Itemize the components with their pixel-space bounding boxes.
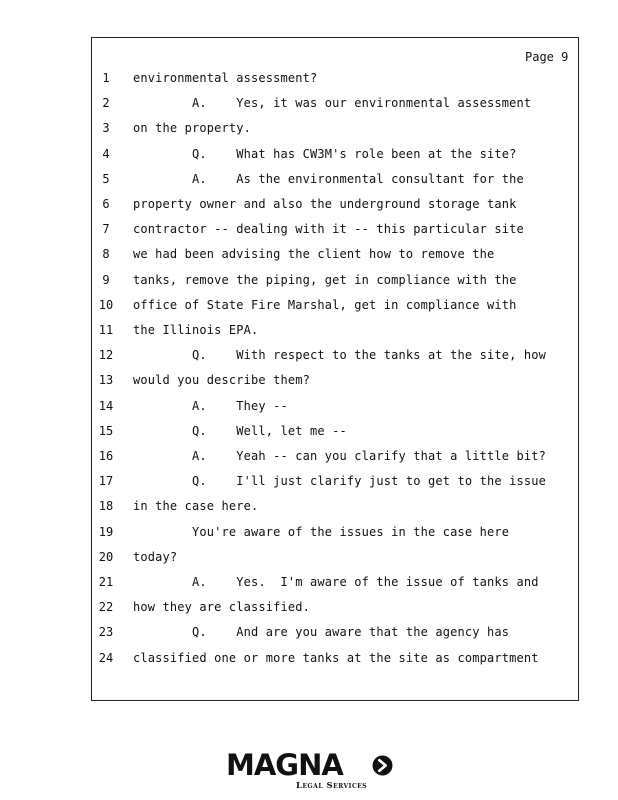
transcript-line (0, 525, 618, 545)
line-text: A. As the environmental consultant for the (133, 171, 524, 186)
line-number: 12 (98, 348, 114, 363)
line-text: contractor -- dealing with it -- this particular site (133, 222, 524, 237)
transcript-line (0, 121, 618, 141)
line-number: 11 (98, 323, 114, 337)
line-number: 19 (98, 524, 114, 539)
line-text: environmental assessment? (133, 71, 318, 85)
line-number: 2 (102, 96, 110, 111)
line-number: 10 (98, 297, 114, 312)
line-text: tanks, remove the piping, get in compliance with the (133, 272, 517, 287)
line-text: today? (133, 549, 178, 564)
page-number: Page 9 (525, 50, 569, 64)
line-number: 14 (98, 398, 114, 413)
transcript-line (0, 197, 618, 217)
line-text: Q. Well, let me -- (133, 423, 347, 438)
line-text: Q. With respect to the tanks at the site, how (133, 348, 546, 363)
line-number: 22 (98, 600, 114, 615)
transcript-line (0, 399, 618, 419)
transcript-line (0, 600, 618, 620)
line-number: 7 (102, 222, 110, 237)
line-text: A. Yes, it was our environmental assessment (133, 96, 532, 111)
line-number: 16 (98, 449, 114, 463)
line-text: classified one or more tanks at the site as compartment (133, 650, 539, 665)
line-text: how they are classified. (133, 600, 310, 615)
line-text: property owner and also the underground storage tank (133, 197, 517, 211)
line-number: 21 (98, 575, 114, 589)
transcript-line (0, 424, 618, 444)
transcript-line (0, 575, 618, 595)
logo-wordmark: MAGNA (226, 748, 343, 782)
line-text: You're aware of the issues in the case here (133, 524, 510, 539)
transcript-line (0, 373, 618, 393)
transcript-line (0, 449, 618, 469)
line-number: 4 (102, 146, 110, 161)
transcript-line (0, 247, 618, 267)
line-text: in the case here. (133, 499, 259, 514)
logo-tagline: Legal Services (296, 781, 368, 791)
transcript-line (0, 273, 618, 293)
line-number: 20 (98, 549, 114, 564)
transcript-line (0, 348, 618, 368)
line-text: Q. And are you aware that the agency has (133, 625, 510, 640)
line-number: 9 (102, 272, 110, 287)
transcript-line (0, 474, 618, 494)
line-text: Q. I'll just clarify just to get to the issue (133, 474, 546, 489)
transcript-line (0, 222, 618, 242)
line-number: 24 (98, 650, 114, 665)
magna-logo (226, 748, 396, 794)
transcript-line (0, 499, 618, 519)
line-number: 5 (102, 171, 110, 186)
transcript-line (0, 298, 618, 318)
line-text: the Illinois EPA. (133, 323, 259, 337)
chevron-right-circle-icon (372, 755, 393, 776)
line-number: 17 (98, 474, 114, 489)
line-text: we had been advising the client how to remove the (133, 247, 495, 262)
line-text: office of State Fire Marshal, get in compliance with (133, 297, 517, 312)
line-number: 18 (98, 499, 114, 514)
line-text: A. Yes. I'm aware of the issue of tanks and (133, 575, 539, 589)
line-number: 1 (102, 71, 110, 85)
transcript-line (0, 172, 618, 192)
transcript-line (0, 71, 618, 91)
line-text: A. They -- (133, 398, 288, 413)
transcript-line (0, 96, 618, 116)
line-number: 23 (98, 625, 114, 640)
line-number: 6 (102, 197, 110, 211)
line-number: 15 (98, 423, 114, 438)
transcript-line (0, 323, 618, 343)
line-text: on the property. (133, 121, 251, 136)
line-text: A. Yeah -- can you clarify that a little bit? (133, 449, 546, 463)
transcript-line (0, 625, 618, 645)
transcript-line (0, 147, 618, 167)
transcript-line (0, 550, 618, 570)
transcript-line (0, 651, 618, 671)
line-number: 8 (102, 247, 110, 262)
line-number: 13 (98, 373, 114, 388)
line-text: Q. What has CW3M's role been at the site? (133, 146, 517, 161)
line-number: 3 (102, 121, 110, 136)
line-text: would you describe them? (133, 373, 310, 388)
